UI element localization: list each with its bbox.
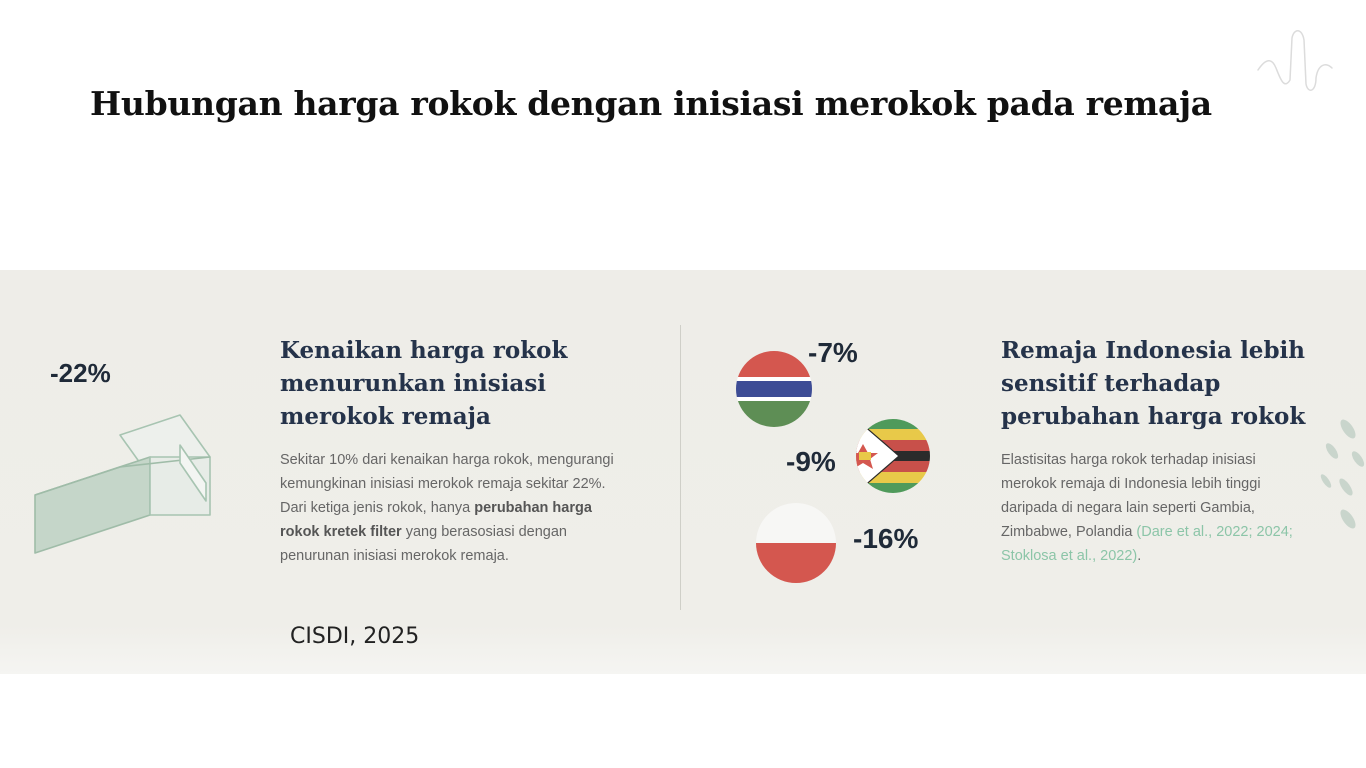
left-heading: Kenaikan harga rokok menurunkan inisiasi merokok remaja [280,337,568,430]
right-body-text: Elastisitas harga rokok terhadap inisiasi merokok remaja di Indonesia lebih tinggi daripada di negara lain seperti Gambia, Zimbabwe, Polandia [1001,452,1261,540]
slide-title: Hubungan harga rokok dengan inisiasi merokok pada remaja [90,84,1212,123]
divider [680,325,681,610]
citation-link[interactable]: (Dare et al., 2022; 2024; Stoklosa et al., 2022) [1001,524,1293,564]
left-body-bold: perubahan harga rokok kretek filter [280,500,592,540]
left-body [280,448,625,568]
gambia-flag-icon [735,350,813,428]
left-percent: -22% [50,358,111,388]
brand-logo-icon [1246,18,1338,100]
zimbabwe-percent: -9% [786,446,836,477]
decorative-leaves-icon [1318,415,1366,535]
source-label: CISDI, 2025 [290,624,420,649]
poland-flag-icon [755,502,837,584]
gambia-percent: -7% [808,337,858,368]
right-heading: Remaja Indonesia lebih sensitif terhadap perubahan harga rokok [1001,337,1306,430]
left-body-paragraph-2-start: Dari ketiga jenis rokok, hanya [280,500,475,516]
zimbabwe-flag-icon [855,418,931,494]
right-body-end: . [1137,548,1142,564]
left-body-paragraph-2-end: yang berasosiasi dengan penurunan inisiasi merokok remaja. [280,524,567,564]
cigarette-pack-icon [30,405,220,555]
left-body-paragraph-1: Sekitar 10% dari kenaikan harga rokok, mengurangi kemungkinan inisiasi merokok remaja sekitar 22%. [280,452,614,492]
poland-percent: -16% [853,523,919,554]
right-body [1001,448,1301,568]
